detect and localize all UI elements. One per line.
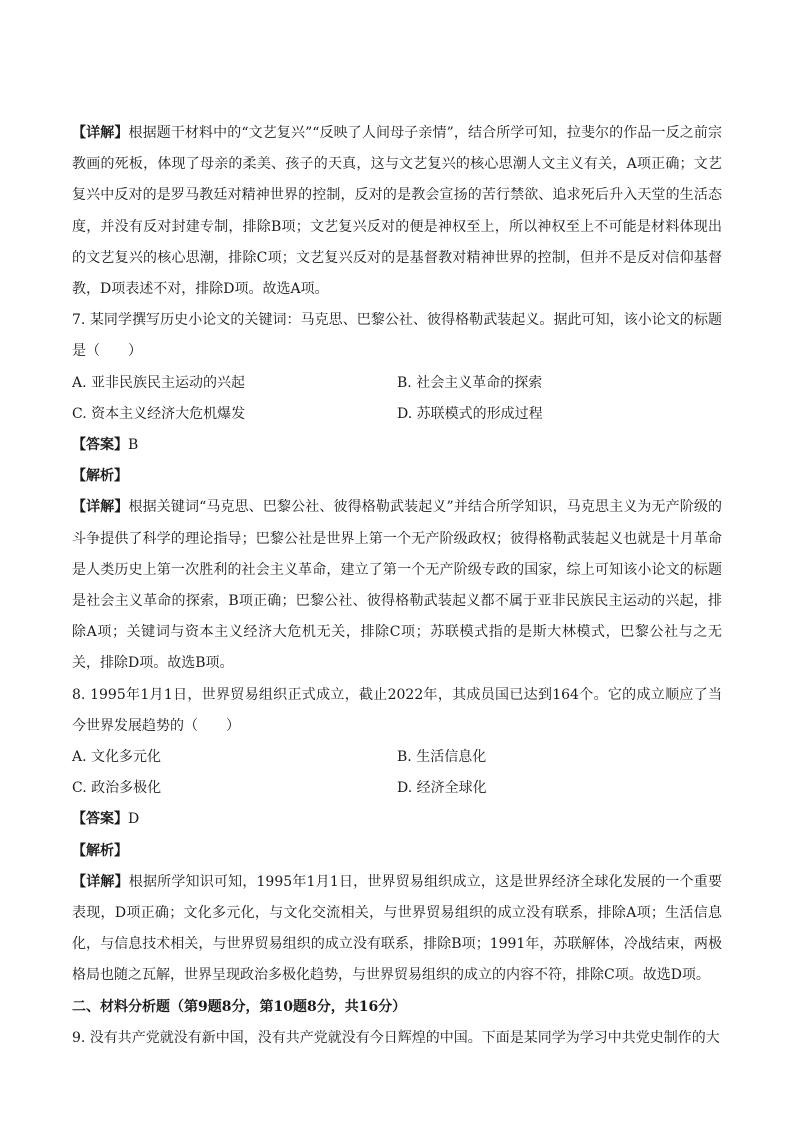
q8-options-row-1 (72, 742, 722, 773)
q6-detail (72, 118, 722, 305)
q7-detail (72, 492, 722, 679)
q8-detail (72, 867, 722, 992)
q7-detail-text: 根据关键词“马克思、巴黎公社、彼得格勒武装起义”并结合所学知识，马克思主义为无产阶级的斗争提供了科学的理论指导；巴黎公社是世界上第一个无产阶级政权；彼得格勒武装起义也就是十月革命是人类历史上第一次胜利的社会主义革命，建立了第一个无产阶级专政的国家，综上可知该小论文的标题是社会主义革命的探索，B项正确；巴黎公社、彼得格勒武装起义都不属于亚非民族民主运动的兴起，排除A项；关键词与资本主义经济大危机无关，排除C项；苏联模式指的是斯大林模式，巴黎公社与之无关，排除D项。故选B项。 (72, 499, 723, 672)
detail-label: 【详解】 (72, 125, 129, 141)
q7-stem: 7. 某同学撰写历史小论文的关键词：马克思、巴黎公社、彼得格勒武装起义。据此可知，该小论文的标题是（ ） (72, 312, 722, 360)
answer-label: 【答案】 (72, 437, 128, 454)
q8-option-c: C. 政治多极化 (72, 780, 162, 797)
q8-option-d: D. 经济全球化 (397, 780, 487, 797)
q7-answer (72, 430, 722, 461)
q8-stem: 8. 1995年1月1日，世界贸易组织正式成立，截止2022年，其成员国已达到164个。它的成立顺应了当今世界发展趋势的（ ） (72, 686, 722, 734)
q8-answer-value: D (128, 811, 140, 828)
q8-detail-text: 根据所学知识可知，1995年1月1日，世界贸易组织成立，这是世界经济全球化发展的一个重要表现，D项正确；文化多元化，与文化交流相关，与世界贸易组织的成立没有联系，排除A项；生活信息化，与信息技术相关，与世界贸易组织的成立没有联系，排除B项；1991年，苏联解体，冷战结束，两极格局也随之瓦解，世界呈现政治多极化趋势，与世界贸易组织的成立的内容不符，排除C项。故选D项。 (72, 873, 722, 984)
q9-stem: 9. 没有共产党就没有新中国，没有共产党就没有今日辉煌的中国。下面是某同学为学习中共党史制作的大 (72, 1029, 720, 1046)
q6-detail-text: 根据题干材料中的“文艺复兴”“反映了人间母子亲情”，结合所学可知，拉斐尔的作品一反之前宗教画的死板，体现了母亲的柔美、孩子的天真，这与文艺复兴的核心思潮人文主义有关，A项正确；文艺复兴中反对的是罗马教廷对精神世界的控制，反对的是教会宣扬的苦行禁欲、追求死后升入天堂的生活态度，并没有反对封建专制，排除B项；文艺复兴反对的便是神权至上，所以神权至上不可能是材料体现出的文艺复兴的核心思潮，排除C项；文艺复兴反对的是基督教对精神世界的控制，但并不是反对信仰基督教，D项表述不对，排除D项。故选A项。 (72, 125, 722, 298)
q8-option-a: A. 文化多元化 (72, 749, 162, 766)
q8-options-row-2 (72, 773, 722, 804)
q7-answer-value: B (128, 437, 139, 454)
q7-options-row-1 (72, 368, 722, 399)
q7-option-c: C. 资本主义经济大危机爆发 (72, 405, 246, 422)
answer-label: 【答案】 (72, 811, 128, 828)
q8-analysis-label: 【解析】 (72, 842, 128, 859)
q7-option-b: B. 社会主义革命的探索 (397, 374, 543, 391)
q7-option-a: A. 亚非民族民主运动的兴起 (72, 374, 246, 391)
q7-option-d: D. 苏联模式的形成过程 (397, 405, 543, 422)
q8-answer (72, 804, 722, 835)
detail-label: 【详解】 (72, 499, 129, 516)
q7-options-row-2 (72, 399, 722, 430)
detail-label: 【详解】 (72, 873, 129, 890)
document-content (72, 118, 722, 1054)
section-2-title: 二、材料分析题（第9题8分，第10题8分，共16分） (72, 998, 407, 1015)
q7-analysis-label: 【解析】 (72, 468, 128, 485)
q8-option-b: B. 生活信息化 (397, 749, 487, 766)
